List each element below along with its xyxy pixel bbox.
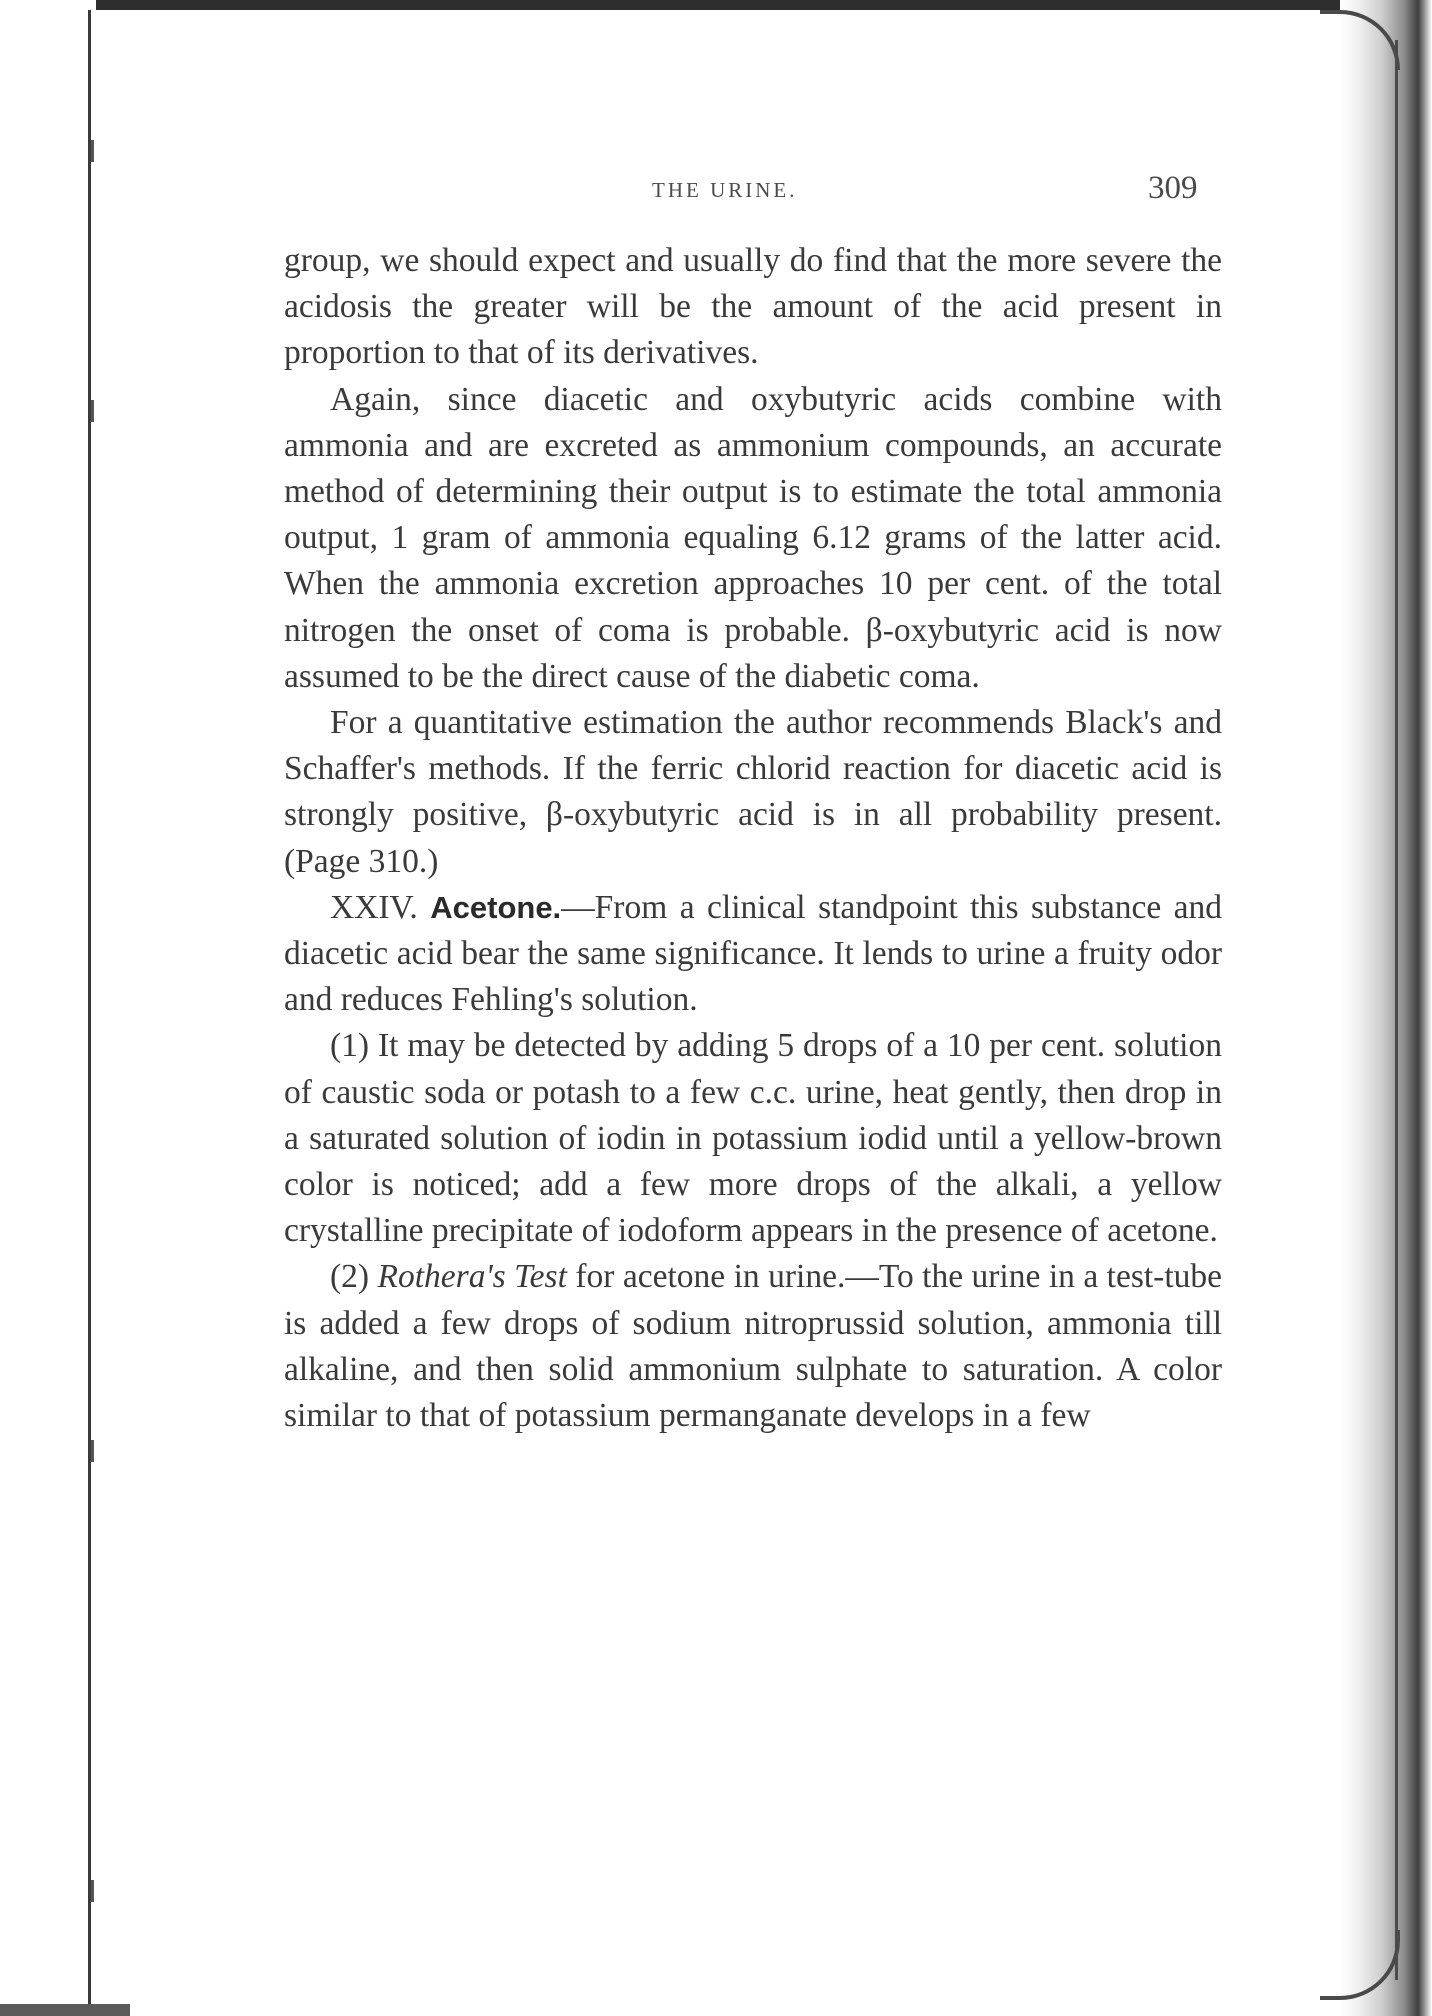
paragraph: (1) It may be detected by adding 5 drops of a 10 per cent. solution of caustic soda or potash to a few c.c. urine, heat gently, then drop in a saturated solution of iodin in potassium iodid until a yellow-brown color is noticed; add a few more drops of the alkali, a yellow crystalline precipitate of iodoform appears in the presence of acetone. — [284, 1027, 1222, 1250]
section-text: —From a clinical standpoint this substance and diacetic acid bear the same significance. It lends to urine a fruity odor and reduces Fehling's solution. — [284, 888, 1222, 1019]
section-number: XXIV. — [330, 888, 418, 926]
binding-margin — [0, 0, 96, 2016]
scan-bottom-border — [0, 2004, 130, 2016]
item-number: (2) — [330, 1258, 370, 1296]
paragraph: For a quantitative estimation the author recommends Black's and Schaffer's methods. If the ferric chlorid reaction for diacetic acid is strongly positive, β-oxybutyric acid is in all probability present. (Page 310.) — [284, 704, 1222, 880]
body-text — [284, 238, 1222, 1439]
paragraph: group, we should expect and usually do find that the more severe the acidosis the greater will be the amount of the acid present in proportion to that of its derivatives. — [284, 242, 1222, 372]
page-edge-line — [1395, 40, 1398, 1980]
section-paragraph — [284, 885, 1222, 1024]
test-name: Rothera's Test — [377, 1258, 567, 1296]
scan-top-border — [0, 0, 1432, 10]
section-heading: Acetone. — [430, 889, 562, 925]
paragraph-text: for acetone in urine.—To the urine in a test-tube is added a few drops of sodium nitroprussid solution, ammonia till alkaline, and then solid ammonium sulphate to saturation. A color similar to that of potassium permanganate develops in a few — [284, 1258, 1223, 1435]
paragraph — [284, 1254, 1222, 1439]
running-head: THE URINE. — [652, 178, 798, 202]
paragraph: Again, since diacetic and oxybutyric acids combine with ammonia and are excreted as ammonium compounds, an accurate method of determining their output is to estimate the total ammonia output, 1 gram of ammonia equaling 6.12 grams of the latter acid. When the ammonia excretion approaches 10 per cent. of the total nitrogen the onset of coma is probable. β-oxybutyric acid is now assumed to be the direct cause of the diabetic coma. — [284, 380, 1222, 695]
page-edge-shadow — [1340, 0, 1432, 2016]
page-number: 309 — [1148, 170, 1198, 206]
binding-edge-line — [88, 10, 91, 2016]
